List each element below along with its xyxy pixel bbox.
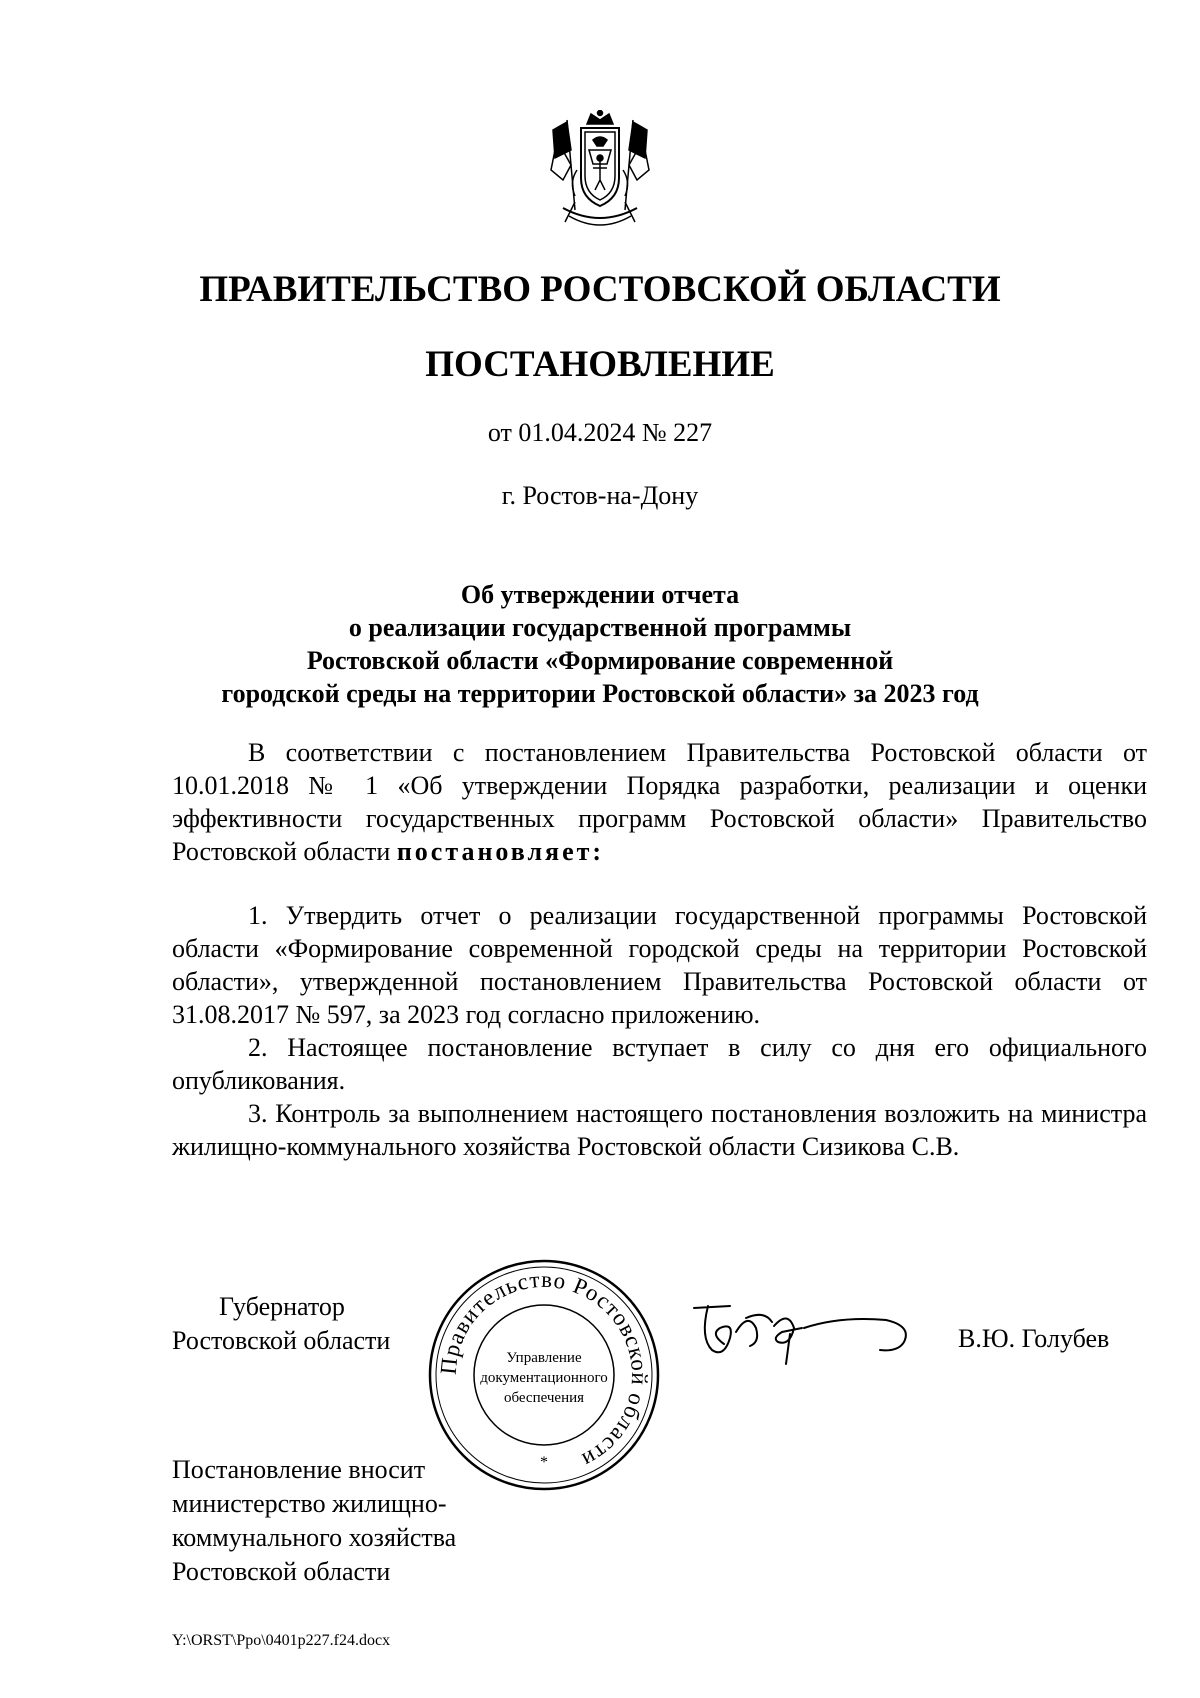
introduced-by-line: министерство жилищно- bbox=[172, 1489, 447, 1518]
preamble-paragraph bbox=[172, 736, 1147, 868]
introduced-by-block bbox=[172, 1453, 456, 1589]
resolution-item-1 bbox=[172, 899, 1147, 1031]
resolution-item-text: 2. Настоящее постановление вступает в силу со дня его официального опубликования. bbox=[172, 1033, 1147, 1095]
stamp-inner-line: Управление bbox=[506, 1350, 582, 1366]
stamp-inner-line: обеспечения bbox=[503, 1390, 585, 1406]
preamble-text: В соответствии с постановлением Правительства Ростовской области от 10.01.2018 № 1 «Об утверждении Порядка разработки, реализации и оценки эффективности государственных программ Ростовской области» Правительство Ростовской области bbox=[172, 738, 1147, 866]
signatory-name: В.Ю. Голубев bbox=[958, 1324, 1110, 1353]
resolves-keyword: постановляет: bbox=[396, 837, 605, 866]
coat-of-arms-icon bbox=[545, 110, 655, 235]
resolution-item-text: 3. Контроль за выполнением настоящего постановления возложить на министра жилищно-коммунального хозяйства Ростовской области Сизикова С.В. bbox=[172, 1099, 1147, 1161]
introduced-by-line: Постановление вносит bbox=[172, 1455, 426, 1484]
introduced-by-line: коммунального хозяйства bbox=[172, 1523, 457, 1552]
organization-heading: ПРАВИТЕЛЬСТВО РОСТОВСКОЙ ОБЛАСТИ bbox=[199, 269, 1001, 310]
signatory-title-line1: Губернатор bbox=[219, 1292, 345, 1321]
signatory-title-line2: Ростовской области bbox=[172, 1326, 391, 1355]
stamp-inner-line: документационного bbox=[480, 1370, 608, 1386]
handwritten-signature bbox=[690, 1298, 930, 1373]
title-line: о реализации государственной программы bbox=[348, 613, 852, 642]
resolution-item-text: 1. Утвердить отчет о реализации государственной программы Ростовской области «Формирование современной городской среды на территории Ростовской области», утвержденной постановлением Правительства Ростовской области от 31.08.2017 № 597, за 2023 год согласно приложению. bbox=[172, 901, 1147, 1029]
date-number-line: от 01.04.2024 № 227 bbox=[487, 418, 713, 447]
introduced-by-line: Ростовской области bbox=[172, 1557, 391, 1586]
city-line: г. Ростов-на-Дону bbox=[501, 481, 699, 510]
title-line: городской среды на территории Ростовской области» за 2023 год bbox=[221, 679, 979, 708]
resolution-item-3 bbox=[172, 1097, 1147, 1163]
resolution-item-2 bbox=[172, 1031, 1147, 1097]
stamp-outer-text: Правительство Ростовской области bbox=[435, 1266, 653, 1474]
official-stamp bbox=[424, 1255, 664, 1495]
document-type-heading: ПОСТАНОВЛЕНИЕ bbox=[425, 344, 775, 385]
stamp-star-icon: * bbox=[540, 1454, 548, 1471]
file-path-footer: Y:\ORST\Ppo\0401p227.f24.docx bbox=[172, 1632, 391, 1649]
title-line: Об утверждении отчета bbox=[460, 580, 740, 609]
title-line: Ростовской области «Формирование современной bbox=[306, 646, 894, 675]
document-title bbox=[0, 578, 1200, 710]
